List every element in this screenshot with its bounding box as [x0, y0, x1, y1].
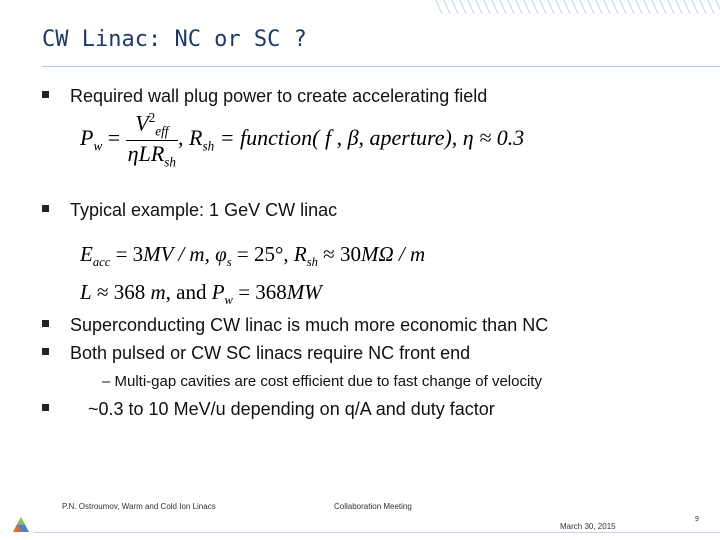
footer-author: P.N. Ostroumov, Warm and Cold Ion Linacs [62, 502, 216, 511]
eq-subscript: w [93, 138, 103, 154]
equation-linac-params-line1 [80, 242, 425, 270]
bullet-marker [42, 404, 49, 411]
eq-symbol: P [211, 280, 225, 304]
slide-title: CW Linac: NC or SC ? [42, 27, 307, 52]
bullet-text: Required wall plug power to create accelerating field [70, 86, 488, 106]
eq-subscript: eff [155, 123, 169, 139]
eq-subscript: sh [306, 255, 318, 270]
eq-symbol: MV / m [143, 242, 205, 266]
bullet-text: Typical example: 1 GeV CW linac [70, 200, 338, 220]
eq-subscript: sh [202, 138, 215, 154]
eq-symbol: MΩ / m [360, 242, 426, 266]
footer-divider [34, 532, 720, 533]
equation-wall-plug-power [80, 110, 524, 170]
eq-subscript: s [226, 255, 232, 270]
header-decoration [436, 0, 720, 14]
eq-fraction [126, 110, 178, 170]
bullet-marker [42, 348, 49, 355]
bullet-text: Both pulsed or CW SC linacs require NC front end [70, 343, 471, 363]
eq-symbol: = function( f , β, aperture), η ≈ 0.3 [214, 125, 525, 151]
eq-symbol: R [189, 125, 203, 151]
eq-subscript: acc [92, 255, 111, 270]
eq-symbol: , and [165, 280, 212, 304]
eq-symbol: , [178, 125, 184, 151]
bullet-text: ~0.3 to 10 MeV/u depending on q/A and duty factor [88, 399, 495, 419]
eq-symbol: MW [286, 280, 322, 304]
eq-symbol: V [135, 110, 149, 136]
bullet-marker [42, 91, 49, 98]
eq-symbol: = [107, 125, 121, 151]
eq-symbol: P [80, 125, 94, 151]
eq-symbol: ≈ 30 [317, 242, 361, 266]
sub-bullet-multi-gap: – Multi-gap cavities are cost efficient due to fast change of velocity [102, 373, 542, 390]
eq-subscript: w [224, 293, 233, 308]
bullet-marker [42, 320, 49, 327]
eq-symbol: , φ [204, 242, 227, 266]
bullet-text: Superconducting CW linac is much more economic than NC [70, 315, 549, 335]
eq-symbol: E [80, 242, 93, 266]
footer-date: March 30, 2015 [560, 522, 616, 531]
eq-subscript: sh [164, 154, 176, 170]
footer-meeting: Collaboration Meeting [334, 502, 412, 511]
eq-symbol: = 25°, [231, 242, 294, 266]
bullet-marker [42, 205, 49, 212]
eq-symbol: R [293, 242, 307, 266]
eq-symbol: = 368 [232, 280, 287, 304]
eq-symbol: L [80, 280, 92, 304]
eq-symbol: ηLR [127, 140, 165, 166]
title-divider [42, 66, 720, 67]
eq-superscript: 2 [148, 110, 156, 125]
eq-symbol: = 3 [110, 242, 144, 266]
logo-icon [12, 516, 30, 534]
equation-linac-params-line2 [80, 280, 322, 308]
eq-symbol: ≈ 368 [91, 280, 151, 304]
eq-symbol: m [150, 280, 166, 304]
page-number: 9 [695, 516, 699, 523]
